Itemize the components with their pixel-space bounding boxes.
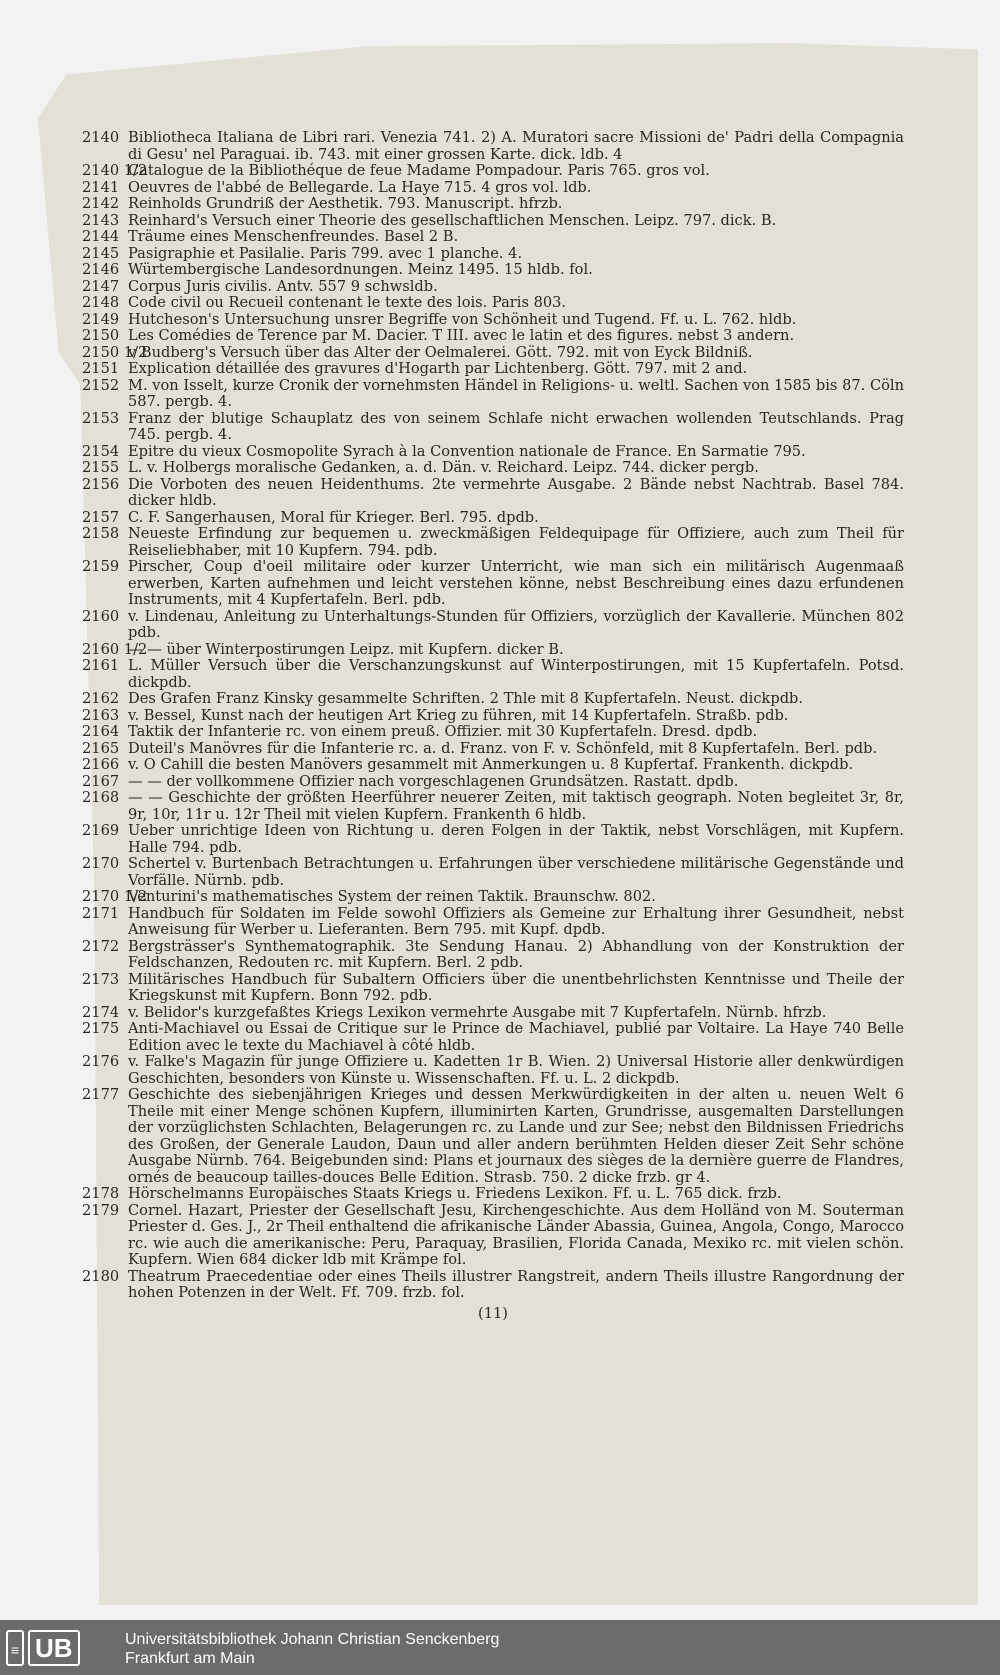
entry-text: Reinhard's Versuch einer Theorie des gesellschaftlichen Menschen. Leipz. 797. dick. B. — [128, 211, 777, 229]
entry-text: Oeuvres de l'abbé de Bellegarde. La Haye 715. 4 gros vol. ldb. — [128, 178, 592, 196]
catalog-entry — [82, 246, 904, 263]
entry-number: 2155 — [82, 459, 120, 476]
entry-number: 2163 — [82, 706, 120, 724]
entry-number: 2180 — [82, 1267, 120, 1285]
catalog-entry — [82, 658, 904, 691]
entry-number: 2159 — [82, 558, 120, 575]
entry-number: 2160 — [82, 607, 120, 625]
entry-number: 2154 — [82, 442, 120, 460]
catalog-entry — [82, 1005, 904, 1022]
catalog-entry — [82, 906, 904, 939]
catalog-entry — [82, 1269, 904, 1302]
entry-number: 2170 — [82, 855, 120, 872]
entry-text: Corpus Juris civilis. Antv. 557 9 schwsldb. — [128, 277, 438, 295]
entry-text: v. Belidor's kurzgefaßtes Kriegs Lexikon vermehrte Ausgabe mit 7 Kupfertafeln. Nürnb. hfrzb. — [128, 1003, 827, 1021]
catalog-entry — [82, 361, 904, 378]
entry-text: L. Müller Versuch über die Verschanzungskunst auf Winterpostirungen, mit 15 Kupfertafeln. Potsd. dickpdb. — [128, 657, 904, 691]
catalog-entry — [82, 378, 904, 411]
entry-text: Cornel. Hazart, Priester der Gesellschaft Jesu, Kirchengeschichte. Aus dem Holländ von M. Souterman Priester d. Ges. J., 2r Theil enthaltend die afrikanische Länder Abassia, Guinea, Angola, Congo, Marocco rc. wie auch die amerikanische: Peru, Paraquay, Brasilien, Florida Canada, Mexiko rc. mit vielen schön. Kupfern. Wien 684 dicker ldb mit Krämpe fol. — [128, 1201, 904, 1268]
entry-number: 2151 — [82, 360, 120, 377]
entry-text: Taktik der Infanterie rc. von einem preuß. Offizier. mit 30 Kupfertafeln. Dresd. dpdb. — [128, 723, 758, 740]
entry-text: Venturini's mathematisches System der reinen Taktik. Braunschw. 802. — [128, 888, 656, 905]
catalog-entry — [82, 213, 904, 230]
catalog-entry — [82, 790, 904, 823]
catalog-entry — [82, 312, 904, 329]
catalog-entry — [82, 823, 904, 856]
entry-text: Epitre du vieux Cosmopolite Syrach à la Convention nationale de France. En Sarmatie 795. — [128, 442, 806, 460]
catalog-entry — [82, 196, 904, 213]
catalog-entry — [82, 642, 904, 659]
entry-text: C. F. Sangerhausen, Moral für Krieger. Berl. 795. dpdb. — [128, 508, 539, 526]
catalog-entry — [82, 1021, 904, 1054]
entry-number: 2142 — [82, 195, 120, 212]
entry-number: 2140 — [82, 129, 120, 146]
catalog-entry — [82, 460, 904, 477]
catalog-entry — [82, 889, 904, 906]
entry-number: 2167 — [82, 772, 120, 790]
entry-number: 2170 1/2 — [82, 888, 148, 905]
entry-text: Anti-Machiavel ou Essai de Critique sur le Prince de Machiavel, publié par Voltaire. La Haye 740 Belle Edition avec le texte du Machiavel à côté hldb. — [128, 1020, 904, 1054]
entry-number: 2169 — [82, 822, 120, 839]
catalog-entry — [82, 328, 904, 345]
entry-number: 2160 1/2 — [82, 640, 148, 658]
catalog-entry — [82, 279, 904, 296]
entry-number: 2172 — [82, 937, 120, 955]
catalog-entry — [82, 609, 904, 642]
logo-text: UB — [28, 1630, 80, 1666]
entry-number: 2156 — [82, 475, 120, 493]
catalog-entry — [82, 1186, 904, 1203]
catalog-entry — [82, 229, 904, 246]
entry-text: Reinholds Grundriß der Aesthetik. 793. Manuscript. hfrzb. — [128, 195, 563, 212]
catalog-entry — [82, 708, 904, 725]
entry-text: v. Lindenau, Anleitung zu Unterhaltungs-Stunden für Offiziers, vorzüglich der Kavallerie. München 802 pdb. — [128, 607, 904, 641]
library-emblem-icon: ≡ — [6, 1630, 24, 1666]
entry-text: Les Comédies de Terence par M. Dacier. T III. avec le latin et des figures. nebst 3 andern. — [128, 327, 795, 344]
entry-text: M. von Isselt, kurze Cronik der vornehmsten Händel in Religions- u. weltl. Sachen von 1585 bis 87. Cöln 587. pergb. 4. — [128, 376, 904, 410]
entry-text: Pirscher, Coup d'oeil militaire oder kurzer Unterricht, wie man sich ein militärisch Augenmaaß erwerben, Karten aufnehmen und leicht verstehen könne, nebst Beschreibung eines dazu erfundenen Instruments, mit 4 Kupfertafeln. Berl. pdb. — [128, 558, 904, 608]
catalog-entry — [82, 477, 904, 510]
entry-text: Bibliotheca Italiana de Libri rari. Venezia 741. 2) A. Muratori sacre Missioni de' Padri della Compagnia di Gesu' nel Paraguai. ib. 743. mit einer grossen Karte. dick. ldb. 4 — [128, 129, 904, 163]
entry-text: Hutcheson's Untersuchung unsrer Begriffe von Schönheit und Tugend. Ff. u. L. 762. hldb. — [128, 310, 797, 328]
entry-text: Franz der blutige Schauplatz des von seinem Schlafe nicht erwachen wollenden Teutschlands. Prag 745. pergb. 4. — [128, 409, 904, 443]
institution-line-1: Universitätsbibliothek Johann Christian Senckenberg — [125, 1631, 500, 1648]
entry-number: 2148 — [82, 294, 120, 311]
entry-number: 2174 — [82, 1003, 120, 1021]
catalog-entry — [82, 774, 904, 791]
entry-text: Geschichte des siebenjährigen Krieges und dessen Merkwürdigkeiten in der alten u. neuen Welt 6 Theile mit einer Menge schönen Kupfern, illuminirten Karten, Grundrisse, ausgemalten Darstellungen der vorzüglichsten Schlachten, Belagerungen rc. zu Lande und zur See; nebst den Bildnissen Friedrichs des Großen, der Generale Laudon, Daun und aller andern berühmten Helden dieser Zeit Sehr schöne Ausgabe Nürnb. 764. Beigebunden sind: Plans et journaux des sièges de la dernière guerre de Flandres, ornés de beaucoup tailles-douces Belle Edition. Strasb. 750. 2 dicke frzb. gr 4. — [128, 1086, 904, 1186]
entry-number: 2149 — [82, 310, 120, 328]
entry-number: 2177 — [82, 1086, 120, 1103]
catalog-entry — [82, 295, 904, 312]
entry-number: 2150 — [82, 327, 120, 344]
entry-text: v. Falke's Magazin für junge Offiziere u. Kadetten 1r B. Wien. 2) Universal Historie aller denkwürdigen Geschichten, besonders von Künste u. Wissenschaften. Ff. u. L. 2 dickpdb. — [128, 1053, 904, 1087]
entry-text: — — über Winterpostirungen Leipz. mit Kupfern. dicker B. — [128, 640, 564, 658]
entry-number: 2153 — [82, 409, 120, 427]
catalog-entry — [82, 163, 904, 180]
entry-text: v. O Cahill die besten Manövers gesammelt mit Anmerkungen u. 8 Kupfertaf. Frankenth. dickpdb. — [128, 756, 854, 773]
catalog-entry — [82, 757, 904, 774]
ub-logo[interactable] — [6, 1629, 80, 1667]
entry-number: 2162 — [82, 690, 120, 707]
entry-number: 2145 — [82, 244, 120, 262]
catalog-entry — [82, 691, 904, 708]
catalog-entry — [82, 939, 904, 972]
entry-text: — — der vollkommene Offizier nach vorgeschlagenen Grundsätzen. Rastatt. dpdb. — [128, 772, 739, 790]
entry-text: Handbuch für Soldaten im Felde sowohl Offiziers als Gemeine zur Erhaltung ihrer Gesundheit, nebst Anweisung für Werber u. Lieferanten. Bern 795. mit Kupf. dpdb. — [128, 904, 904, 938]
entry-text: — — Geschichte der größten Heerführer neuerer Zeiten, mit taktisch geograph. Noten begleitet 3r, 8r, 9r, 10r, 11r u. 12r Theil mit vielen Kupfern. Frankenth 6 hldb. — [128, 789, 904, 823]
catalog-entry — [82, 411, 904, 444]
catalog-entry — [82, 526, 904, 559]
entry-number: 2147 — [82, 277, 120, 295]
entry-number: 2178 — [82, 1185, 120, 1202]
catalog-entry — [82, 444, 904, 461]
entry-number: 2144 — [82, 228, 120, 245]
institution-line-2: Frankfurt am Main — [125, 1650, 255, 1667]
catalog-entry — [82, 345, 904, 362]
institution-name — [125, 1630, 499, 1668]
entry-number: 2164 — [82, 723, 120, 740]
entry-text: Theatrum Praecedentiae oder eines Theils illustrer Rangstreit, andern Theils illustre Rangordnung der hohen Potenzen in der Welt. Ff. 709. frzb. fol. — [128, 1267, 904, 1301]
footer-bar — [0, 1620, 1000, 1675]
catalog-entry — [82, 741, 904, 758]
entry-text: L. v. Holbergs moralische Gedanken, a. d. Dän. v. Reichard. Leipz. 744. dicker pergb. — [128, 459, 759, 476]
entry-number: 2171 — [82, 904, 120, 922]
entry-number: 2143 — [82, 211, 120, 229]
entry-text: Code civil ou Recueil contenant le texte des lois. Paris 803. — [128, 294, 567, 311]
catalog-entry — [82, 724, 904, 741]
catalog-page — [82, 130, 904, 1322]
entry-number: 2141 — [82, 178, 120, 196]
entry-text: Schertel v. Burtenbach Betrachtungen u. Erfahrungen über verschiedene militärische Gegenstände und Vorfälle. Nürnb. pdb. — [128, 855, 904, 889]
catalog-entry — [82, 180, 904, 197]
catalog-entry — [82, 262, 904, 279]
entry-text: Würtembergische Landesordnungen. Meinz 1495. 15 hldb. fol. — [128, 261, 593, 278]
catalog-entry — [82, 1087, 904, 1186]
entry-number: 2176 — [82, 1053, 120, 1070]
catalog-entry — [82, 510, 904, 527]
entry-number: 2168 — [82, 789, 120, 806]
entry-text: Neueste Erfindung zur bequemen u. zweckmäßigen Feldequipage für Offiziere, auch zum Theil für Reiseliebhaber, mit 10 Kupfern. 794. pdb. — [128, 525, 904, 559]
entry-text: v. Bessel, Kunst nach der heutigen Art Krieg zu führen, mit 14 Kupfertafeln. Straßb. pdb. — [128, 706, 789, 724]
entry-number: 2157 — [82, 508, 120, 526]
entry-number: 2179 — [82, 1201, 120, 1219]
entry-number: 2150 1/2 — [82, 343, 148, 361]
catalog-entry — [82, 972, 904, 1005]
entry-number: 2152 — [82, 376, 120, 394]
catalog-entry — [82, 559, 904, 609]
entry-number: 2165 — [82, 739, 120, 757]
entry-number: 2161 — [82, 657, 120, 674]
entry-number: 2158 — [82, 525, 120, 542]
entry-text: Ueber unrichtige Ideen von Richtung u. deren Folgen in der Taktik, nebst Vorschlägen, mit Kupfern. Halle 794. pdb. — [128, 822, 904, 856]
entry-number: 2175 — [82, 1020, 120, 1037]
entry-number: 2166 — [82, 756, 120, 773]
entry-text: Explication détaillée des gravures d'Hogarth par Lichtenberg. Gött. 797. mit 2 and. — [128, 360, 748, 377]
catalog-entries — [82, 130, 904, 1302]
entry-text: Catalogue de la Bibliothéque de feue Madame Pompadour. Paris 765. gros vol. — [128, 162, 710, 179]
entry-text: Des Grafen Franz Kinsky gesammelte Schriften. 2 Thle mit 8 Kupfertafeln. Neust. dickpdb. — [128, 690, 804, 707]
entry-text: Militärisches Handbuch für Subaltern Officiers über die unentbehrlichsten Kenntnisse und Theile der Kriegskunst mit Kupfern. Bonn 792. pdb. — [128, 970, 904, 1004]
entry-text: Duteil's Manövres für die Infanterie rc. a. d. Franz. von F. v. Schönfeld, mit 8 Kupfertafeln. Berl. pdb. — [128, 739, 878, 757]
entry-text: v Budberg's Versuch über das Alter der Oelmalerei. Gött. 792. mit von Eyck Bildniß. — [128, 343, 753, 361]
entry-number: 2140 1/2 — [82, 162, 148, 179]
entry-text: Träume eines Menschenfreundes. Basel 2 B. — [128, 228, 459, 245]
page-number: (11) — [478, 1304, 508, 1322]
catalog-entry — [82, 856, 904, 889]
catalog-entry — [82, 1203, 904, 1269]
catalog-entry — [82, 1054, 904, 1087]
catalog-entry — [82, 130, 904, 163]
entry-number: 2173 — [82, 970, 120, 988]
entry-text: Die Vorboten des neuen Heidenthums. 2te vermehrte Ausgabe. 2 Bände nebst Nachtrab. Basel 784. dicker hldb. — [128, 475, 904, 509]
entry-text: Pasigraphie et Pasilalie. Paris 799. avec 1 planche. 4. — [128, 244, 523, 262]
entry-number: 2146 — [82, 261, 120, 278]
entry-text: Bergsträsser's Synthematographik. 3te Sendung Hanau. 2) Abhandlung von der Konstruktion der Feldschanzen, Redouten rc. mit Kupfern. Berl. 2 pdb. — [128, 937, 904, 971]
entry-text: Hörschelmanns Europäisches Staats Kriegs u. Friedens Lexikon. Ff. u. L. 765 dick. frzb. — [128, 1185, 782, 1202]
